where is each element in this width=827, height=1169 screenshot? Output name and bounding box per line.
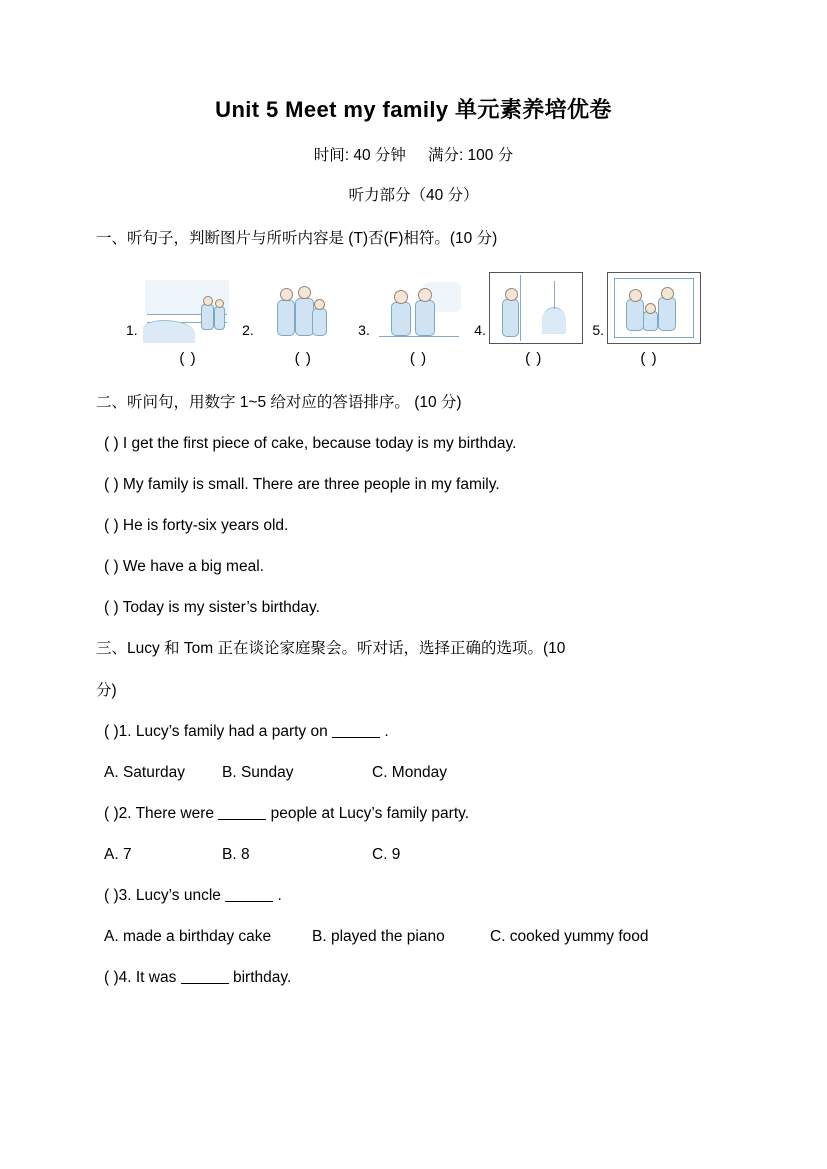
picture-item-2 — [242, 274, 349, 344]
question-3-item-1-stem-end: . — [380, 722, 389, 740]
option-a[interactable]: A. 7 — [104, 846, 132, 864]
question-2-item-2[interactable]: ( ) My family is small. There are three people in my family. — [104, 475, 500, 493]
boy-and-girl-sketch — [373, 274, 465, 344]
option-b[interactable]: B. 8 — [222, 846, 250, 864]
question-2-heading: 二、听问句，用数字 1~5 给对应的答语排序。 (10 分) — [96, 393, 462, 411]
picture-number-2: 2. — [242, 321, 254, 338]
question-3-item-2-options[interactable] — [96, 841, 731, 868]
question-3-item-3[interactable] — [96, 882, 731, 909]
exam-meta — [96, 143, 731, 165]
question-3-item-2-stem: ( )2. There were — [104, 804, 219, 822]
question-3-item-1-stem: ( )1. Lucy’s family had a party on — [104, 722, 333, 740]
question-2-item-1[interactable]: ( ) I get the first piece of cake, because today is my birthday. — [104, 434, 517, 452]
option-a[interactable]: A. Saturday — [104, 763, 185, 781]
question-2-item-4[interactable]: ( ) We have a big meal. — [104, 558, 264, 576]
option-b[interactable]: B. played the piano — [312, 928, 445, 946]
answer-blank[interactable] — [181, 983, 229, 984]
question-3-item-2-stem-end: people at Lucy’s family party. — [266, 804, 470, 822]
question-3-item-4[interactable] — [96, 964, 731, 991]
question-1-heading: 一、听句子，判断图片与所听内容是 (T)否(F)相符。(10 分) — [96, 229, 498, 247]
question-3-item-2[interactable] — [96, 800, 731, 827]
answer-paren-1[interactable]: ( ) — [179, 349, 197, 367]
picture-number-3: 3. — [358, 321, 370, 338]
question-2-item-3[interactable]: ( ) He is forty-six years old. — [104, 517, 289, 535]
answer-blank[interactable] — [332, 737, 380, 738]
question-3-item-3-stem-end: . — [273, 887, 282, 905]
picture-item-1 — [126, 274, 233, 344]
answer-paren-3[interactable]: ( ) — [409, 349, 428, 367]
option-c[interactable]: C. cooked yummy food — [490, 928, 649, 946]
three-people-sketch — [257, 274, 349, 344]
picture-number-4: 4. — [474, 321, 486, 338]
woman-in-room-sketch — [489, 272, 583, 344]
answer-blank[interactable] — [225, 901, 273, 902]
option-a[interactable]: A. made a birthday cake — [104, 928, 272, 946]
question-3-item-3-stem: ( )3. Lucy’s uncle — [104, 887, 226, 905]
option-b[interactable]: B. Sunday — [222, 763, 294, 781]
family-on-bridge-sketch — [141, 274, 233, 344]
question-2-item-5[interactable]: ( ) Today is my sister’s birthday. — [104, 599, 320, 617]
question-3-item-1[interactable] — [96, 718, 731, 745]
question-1-picture-row — [96, 266, 731, 344]
question-3-heading-line2: 分) — [96, 681, 117, 699]
answer-blank[interactable] — [218, 819, 266, 820]
section-listening-heading: 听力部分（40 分） — [348, 186, 479, 204]
answer-paren-5[interactable]: ( ) — [640, 349, 658, 367]
question-3-item-1-options[interactable] — [96, 759, 731, 786]
answer-paren-4[interactable]: ( ) — [525, 349, 543, 367]
picture-number-1: 1. — [126, 321, 138, 338]
exam-time: 时间: 40 分钟 — [313, 146, 406, 164]
answer-paren-2[interactable]: ( ) — [294, 349, 312, 367]
page-title: Unit 5 Meet my family 单元素养培优卷 — [215, 97, 612, 122]
question-1-answer-parens — [96, 346, 731, 367]
question-3-item-4-stem: ( )4. It was — [104, 969, 181, 987]
picture-number-5: 5. — [592, 321, 604, 338]
question-3-item-3-options[interactable] — [96, 923, 731, 950]
option-c[interactable]: C. Monday — [372, 763, 447, 781]
exam-total-score: 满分: 100 分 — [427, 146, 514, 164]
picture-item-3 — [358, 274, 465, 344]
question-3-heading-line1: 三、Lucy 和 Tom 正在谈论家庭聚会。听对话，选择正确的选项。(10 — [96, 640, 566, 658]
question-3-item-4-stem-end: birthday. — [228, 969, 292, 987]
picture-item-4 — [474, 272, 583, 344]
family-photo-frame-sketch — [607, 272, 701, 344]
option-c[interactable]: C. 9 — [372, 846, 401, 864]
picture-item-5 — [592, 272, 701, 344]
